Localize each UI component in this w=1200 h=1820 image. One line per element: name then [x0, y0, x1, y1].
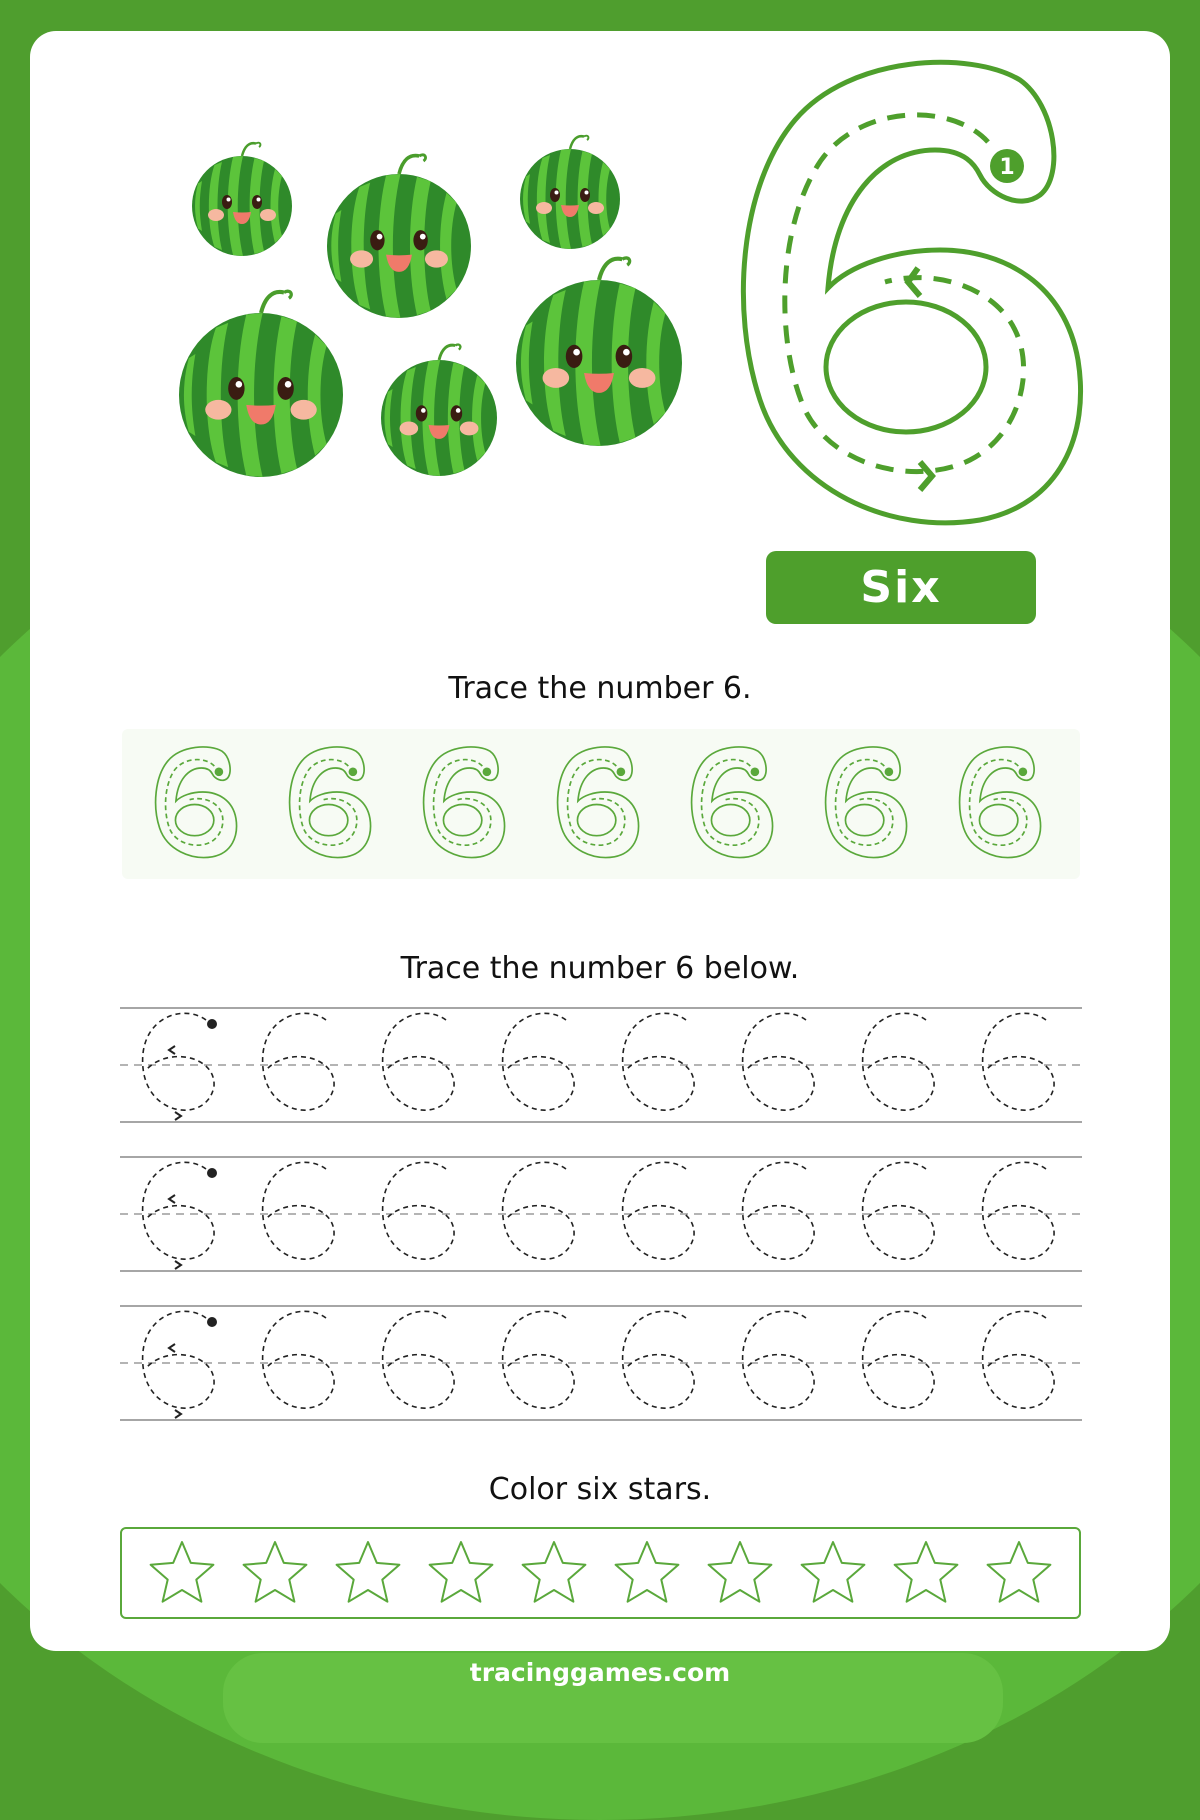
dashed-six-2-6[interactable]	[743, 1162, 814, 1259]
dashed-six-1-1[interactable]	[143, 1013, 217, 1120]
traced-sixes-row[interactable]	[122, 729, 1080, 879]
watermelon-4	[179, 291, 343, 477]
dashed-six-2-7[interactable]	[863, 1162, 934, 1259]
dashed-six-3-1[interactable]	[143, 1311, 217, 1418]
dashed-six-2-3[interactable]	[383, 1162, 454, 1259]
start-marker-number: 1	[999, 155, 1015, 180]
star-1[interactable]	[151, 1542, 214, 1602]
traced-six-6[interactable]	[826, 747, 907, 858]
dashed-six-1-4[interactable]	[503, 1013, 574, 1110]
dashed-six-2-2[interactable]	[263, 1162, 334, 1259]
number-word-badge: Six	[766, 551, 1036, 624]
dashed-six-3-6[interactable]	[743, 1311, 814, 1408]
dashed-six-3-5[interactable]	[623, 1311, 694, 1408]
traced-six-5[interactable]	[692, 747, 773, 858]
dashed-six-3-8[interactable]	[983, 1311, 1054, 1408]
dashed-six-3-3[interactable]	[383, 1311, 454, 1408]
watermelon-6	[516, 258, 682, 446]
traced-six-4[interactable]	[558, 747, 639, 858]
dashed-six-3-2[interactable]	[263, 1311, 334, 1408]
star-4[interactable]	[430, 1542, 493, 1602]
traced-six-1[interactable]	[156, 747, 237, 858]
stars-title: Color six stars.	[488, 1472, 712, 1507]
dashed-six-1-8[interactable]	[983, 1013, 1054, 1110]
dashed-six-2-8[interactable]	[983, 1162, 1054, 1259]
dashed-six-2-4[interactable]	[503, 1162, 574, 1259]
dashed-six-3-7[interactable]	[863, 1311, 934, 1408]
trace-row-title: Trace the number 6.	[448, 671, 752, 706]
star-7[interactable]	[709, 1542, 772, 1602]
watermelon-2	[327, 155, 471, 318]
dashed-six-2-1[interactable]	[143, 1162, 217, 1269]
star-9[interactable]	[895, 1542, 958, 1602]
watermelon-3	[520, 136, 620, 249]
dashed-six-1-6[interactable]	[743, 1013, 814, 1110]
dashed-six-1-2[interactable]	[263, 1013, 334, 1110]
star-2[interactable]	[244, 1542, 307, 1602]
dashed-six-2-5[interactable]	[623, 1162, 694, 1259]
star-10[interactable]	[988, 1542, 1051, 1602]
dashed-six-1-7[interactable]	[863, 1013, 934, 1110]
star-5[interactable]	[523, 1542, 586, 1602]
footer-site[interactable]: tracinggames.com	[469, 1658, 731, 1687]
watermelon-5	[381, 345, 497, 476]
big-six-outline	[720, 50, 1100, 540]
watermelon-1	[192, 143, 292, 256]
dashed-six-1-3[interactable]	[383, 1013, 454, 1110]
star-8[interactable]	[802, 1542, 865, 1602]
star-3[interactable]	[337, 1542, 400, 1602]
star-6[interactable]	[616, 1542, 679, 1602]
writing-lines-area[interactable]	[120, 1000, 1082, 1430]
trace-lines-title: Trace the number 6 below.	[400, 951, 800, 986]
traced-six-7[interactable]	[960, 747, 1041, 858]
traced-six-2[interactable]	[290, 747, 371, 858]
traced-six-3[interactable]	[424, 747, 505, 858]
dashed-six-3-4[interactable]	[503, 1311, 574, 1408]
stars-row[interactable]	[120, 1527, 1081, 1619]
dashed-six-1-5[interactable]	[623, 1013, 694, 1110]
